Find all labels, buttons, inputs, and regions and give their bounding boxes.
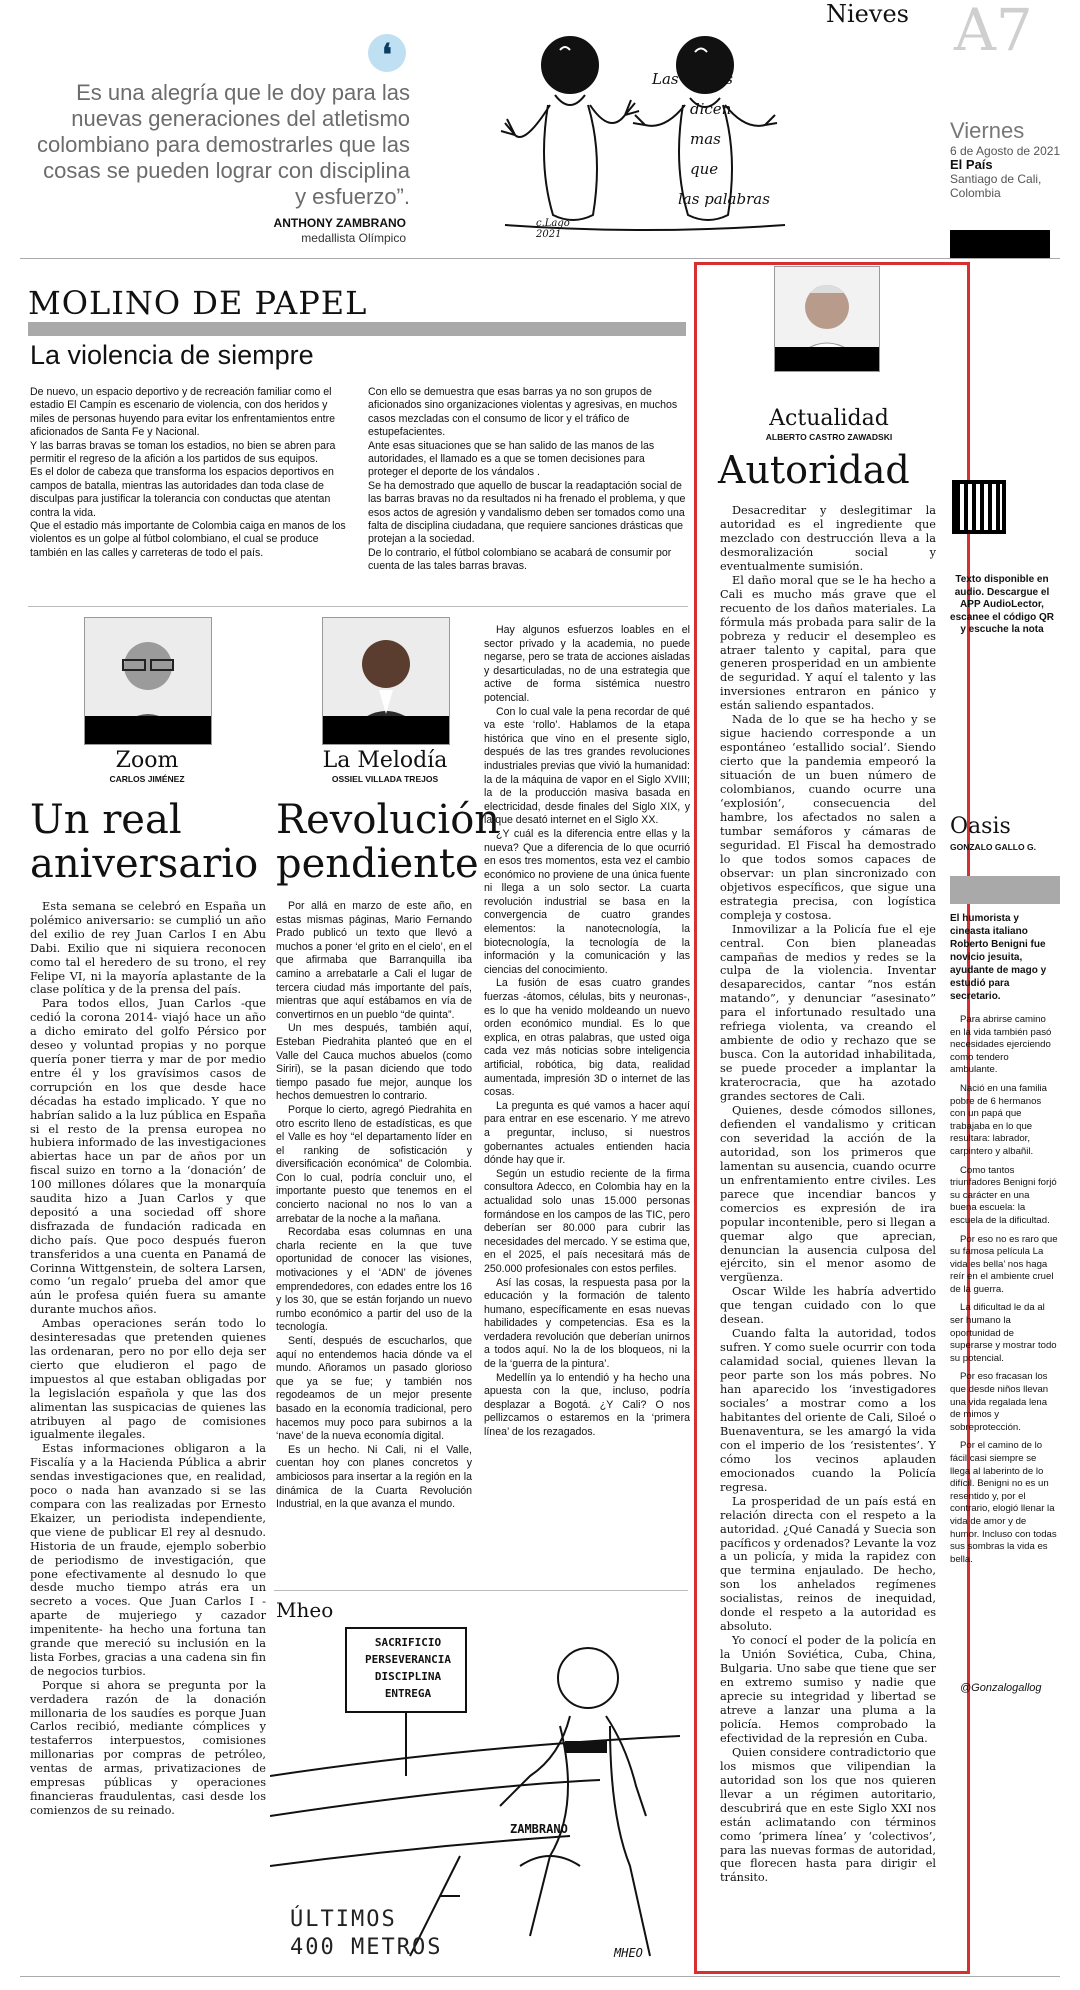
molino-subtitle: La violencia de siempre [30,340,314,370]
paragraph: Nada de lo que se ha hecho y se sigue haciendo corresponde a un espontáneo ‘estallido social’. Siendo cierto que la pandemia empeoró la situación de un buen número de colombianos, cuando ocurre una ‘explosión’, consecuencia del hambre, los afectados no salen a tumbar semáforos y cámaras de seguridad. El Fiscal ha demostrado lo que todos somos capaces de observar: un plan sincronizado con objetivos específicos, que sigue una estrategia precisa, con logística compleja y costosa. [720,713,936,922]
audio-note: Texto disponible en audio. Descargue el APP AudioLector, escanee el código QR y escuche la nota [950,574,1054,635]
quote-author: ANTHONY ZAMBRANO [273,216,406,230]
cartoon-caption [652,64,770,214]
paragraph: Sentí, después de escucharlos, que aquí no entendemos hacia dónde va el mundo. Añoramos un pasado glorioso que ya se fue; y también nos regodeamos de un mejor presente basado en la economía tradicional, pero hacemos muy poco para subirnos a la ‘nave’ de la nueva economía digital. [276,1335,472,1443]
quote-icon: ❛ [368,34,406,72]
paragraph: Como tantos triunfadores Benigni forjó su carácter en una buena escuela: la escuela de la dificultad. [950,1164,1057,1226]
oasis-lead: El humorista y cineasta italiano Roberto Benigni fue novicio jesuita, ayudante de mago y estudió para secretario. [950,913,1047,1002]
paper-name: El País [950,157,993,172]
paragraph: Medellín ya lo entendió y ha hecho una apuesta con la que, incluso, podría desplazar a Bogotá. ¿Y Cali? O nos pellizcamos o estaremos en la ‘primera línea’ de los rezagados. [484,1371,690,1439]
paragraph: Es un hecho. Ni Cali, ni el Valle, cuentan hoy con planes concretos y ambiciosos para insertar a la región en la dinámica de la Cuarta Revolución Industrial, en la que avanza el mundo. [276,1443,472,1511]
runner-label: ZAMBRANO [510,1822,568,1836]
footer-rule [20,1976,1060,1977]
header-rule [20,258,1060,259]
paragraph: Hay algunos esfuerzos loables en el sector privado y la academia, no puede negarse, pero se trata de acciones aisladas y desarticuladas, no de una estrategia que active de forma sistémica nuestro potencial. [484,624,690,704]
column-author-melodia: OSSIEL VILLADA TREJOS [331,774,439,784]
sign-line: SACRIFICIO [374,1636,442,1649]
paragraph: Para todos ellos, Juan Carlos -que cedió la corona 2014- viajó hace un año a dicho emirato del golfo Pérsico por deseo y voluntad propias y no porque quería poner tierra y mar de por medio entre él y los gravísimos casos de corrupción en los que desde hace décadas ha estado implicado. Y que no habrían salido a la luz pública en España si el resto de la prensa europea no hubiera informado de las investigaciones abiertas hace un par de años por un fiscal suizo en torno a la ‘donación’ de 100 millones dólares que la monarquía saudita hizo a Juan Carlos y que depositó a una sociedad off shore disfrazada de fundación radicada en dicho país. Que poco después fueron transferidos a una cuenta en Panamá de Corinna Wittgenstein, de soltera Larsen, como ‘un regalo’ prueba del amor que aún le profesa quién fuera su amante durante muchos años. [30,997,266,1317]
column-name-zoom: Zoom [115,748,179,773]
paragraph: Por eso fracasan los que desde niños llevan una vida regalada lena de mimos y sobreprotección. [950,1371,1049,1433]
headline-actualidad: Autoridad [718,448,910,492]
mheo-signature: MHEO [614,1946,643,1960]
paragraph: Oscar Wilde les habría advertido que tengan cuidado con lo que desean. [720,1285,936,1327]
article-body-melodia-col2 [484,624,690,1440]
featured-quote: Es una alegría que le doy para las nuevas generaciones del atletismo colombiano para demostrarles que las cosas se pueden lograr con disciplina y esfuerzo”. [37,80,410,209]
paragraph: Ambas operaciones serán todo lo desinteresadas que pretenden quienes las ordenaran, pero no por ello deja ser cierto que eludieron el pago de impuestos al que estaban obligadas por la legislación española y que las dos alimentan las suspicacias de quienes las atribuyen al pago de comisiones igualmente ilegales. [30,1317,266,1442]
column-author-oasis: GONZALO GALLO G. [950,842,1036,852]
molino-text-col2: Con ello se demuestra que esas barras ya no son grupos de aficionados sino organizaciones violentas y agresivas, en muchos casos mezcladas con el consumo de licor y el tráfico de estupefacientes. Ante esas situaciones que se han salido de las manos de las autoridades, el llamado es a que se tomen decisiones para proteger el deporte de los vándalos . Se ha demostrado que aquello de buscar la readaptación social de las barras bravas no da resultados ni ha frenado el problema, y que esos actos de agresión y vandalismo deben ser tomados como una falta de disciplina ciudadana, que requiere sanciones drásticas que protejan a la sociedad. De lo contrario, el fútbol colombiano se acabará de consumir por cuenta de las tales barras bravas. [368,386,686,573]
paragraph: Según un estudio reciente de la firma consultora Adecco, en Colombia hay en la actualidad solo unas 15.000 personas formándose en los campos de las TIC, pero deberían ser 80.000 para cubrir las necesidades del mercado. Y se estima que, en el 2025, el país necesitará más de 250.000 profesionales con estos perfiles. [484,1167,690,1275]
caption-line: ÚLTIMOS [290,1907,397,1932]
paragraph: Quienes, desde cómodos sillones, defienden el vandalismo y critican con severidad la acción de la autoridad, son los primeros que lamentan su ausencia, cuando ocurre un enfrentamiento entre civiles. Les parece que incendiar bancos y comercios es expresión de ira popular incontenible, pero si llegan a quemar algo que aprecian, denuncian la ausencia culposa del ejército, sin el menor asomo de vergüenza. [720,1103,936,1285]
date-text: 6 de Agosto de 2021 [950,144,1061,158]
paragraph: Por eso no es raro que su famosa película La vida es bella’ nos haga reír en el ambiente cruel de la guerra. [950,1233,1058,1295]
sign-line: PERSEVERANCIA [364,1653,452,1666]
column-author-zoom: CARLOS JIMÉNEZ [109,774,185,784]
headline-melodia: Revolución pendiente [276,797,501,887]
paragraph: Así las cosas, la respuesta pasa por la educación y la formación de talento humano, específicamente en esas nuevas habilidades y competencias. Esa es la verdadera revolución que deberían unirnos a todos aquí. No la de los bloqueos, ni la de la ‘guerra de la pintura’. [484,1276,690,1371]
column-author-actualidad: ALBERTO CASTRO ZAWADSKI [765,432,893,442]
date-info [950,144,1070,200]
oasis-body [950,1014,1058,1572]
quote-author-role: medallista Olímpico [301,231,406,245]
cartoon-caption-line: dicen [690,100,732,118]
molino-text-col1: De nuevo, un espacio deportivo y de recreación familiar como el estadio El Campín es escenario de violencia, con dos heridos y miles de personas huyendo para evitar los enfrentamientos entre aficionados de Santa Fe y Nacional. Y las barras bravas se toman los estadios, no bien se abren para permitir el regreso de la afición a los partidos de sus equipos. Es el dolor de cabeza que transforma los espacios deportivos en campos de batalla, mientras las autoridades dan toda clase de disculpas para justificar la tolerancia con conductas que atentan contra la vida. Que el estadio más importante de Colombia caiga en manos de los violentos es un golpe al fútbol colombiano, el cual se produce también en las calles y carreteras de todo el país. [30,386,346,559]
section-name: Nieves [826,0,909,28]
article-body-zoom [30,900,266,1818]
paragraph: Para abrirse camino en la vida también pasó necesidades ejerciendo como tendero ambulante. [950,1014,1052,1076]
column-name-melodia: La Melodía [322,748,448,773]
highlight-box [694,262,970,1974]
oasis-grey-bar [950,876,1060,904]
paragraph: Nació en una familia pobre de 6 hermanos con un papá que trabajaba en lo que resultara: labrador, carpintero y albañil. [950,1082,1047,1157]
paragraph: Desacreditar y deslegitimar la autoridad es el ingrediente que mezclado con destrucción lleva a la desmoralización social y eventualmente sumisión. [720,504,936,573]
molino-grey-bar [28,322,686,336]
cartoon-caption-line: las palabras [678,190,770,208]
paragraph: La dificultad le da al ser humano la oportunidad de superarse y mostrar todo su potencial. [950,1302,1057,1364]
headline-zoom: Un real aniversario [30,797,259,887]
article-body-melodia-col1 [276,900,472,1512]
cartoon-caption-line: que [690,160,719,178]
paragraph: El daño moral que se le ha hecho a Cali es mucho más grave que el recuento de los daños materiales. La fórmula más probada para salir de la pobreza y reducir el desempleo es atraer talento y capital, para que generen prosperidad en un ambiente de seguridad. Y aquí el talento y las inversiones entraron en pánico y están saliendo espantados. [720,573,936,713]
paragraph: La fusión de esas cuatro grandes fuerzas -átomos, células, bits y neuronas-, es lo que ha venido moldeando un nuevo orden económico mundial. Es lo que explica, en otras palabras, que usted oiga cada vez más noticias sobre inteligencia artificial, robótica, big data, realidad aumentada, impresión 3D o internet de las cosas. [484,977,690,1099]
paragraph: La prosperidad de un país está en relación directa con el respeto a la autoridad. ¿Qué Canadá y Suecia son pacíficos y ordenados? Levante la voz a un policía, y mida la rapidez con que termina enjaulado. De hecho, son los anhelados regímenes socialistas, reinos de inequidad, donde el respeto a la autoridad es absoluto. [720,1494,937,1634]
author-photo-zoom [84,617,212,745]
author-photo-melodia [322,617,450,745]
paragraph: Porque lo cierto, agregó Piedrahita en otro escrito lleno de estadísticas, es que el Valle es hoy “el departamento líder en el ranking de sofisticación y diversificación económica” de Colombia. Con lo cual, podría concluir uno, el importante puesto que tenemos en el concierto nacional no nos lo van a arrebatar de la noche a la mañana. [276,1103,472,1225]
cartoon-signature: c.Lago 2021 [536,218,570,240]
column-name-oasis: Oasis [950,814,1011,839]
mheo-cartoon [270,1626,680,1972]
mheo-title: Mheo [276,1598,334,1622]
paragraph: Inmovilizar a la Policía fue el eje central. Con bien planeadas campañas de medios y redes se la culpa de la violencia. Inventar desaparecidos, cantar “nos están matando”, y denunciar “asesinato” para el infortunado resultado una refriega violenta, va creando el ambiente de odio y rechazo que se busca. Con la autoridad inhabilitada, se puede proceder a implantar la kraterocracia, que ha azotado grandes sectores de Cali. [720,922,936,1104]
paragraph: La pregunta es qué vamos a hacer aquí para entrar en ese escenario. Y me atrevo a preguntar, incluso, si nuestros gobernantes actuales entienden hacia dónde hay que ir. [484,1099,690,1167]
paragraph: ¿Y cuál es la diferencia entre ellas y la nueva? Que a diferencia de lo que ocurrió en esos tres momentos, esta vez el cambio económico no proviene de una única fuente ni llega a un solo sector. La cuarta revolución industrial se basa en la convergencia de cuatro grandes elementos: la nanotecnología, la biotecnología, la tecnología de la información y la comunicación y las ciencias del conocimiento. [484,827,690,976]
paragraph: Estas informaciones obligaron a la Fiscalía y a la Hacienda Pública a abrir sendas investigaciones que, en realidad, poco o nada han avanzado si se las compara con las realizadas por Ernesto Ekaizer, un periodista independiente, que viene de publicar El rey al desnudo. Historia de un fraude, ejemplo soberbio de periodismo de investigación, que pone efectivamente al desnudo lo que desde mucho tiempo atrás era un secreto a voces. Que Juan Carlos I -aparte de mujeriego y cazador impenitente- ha hecho una fortuna tan grande que mereció su inclusión en la lista Forbes, gracias a una cadena sin fin de negocios turbios. [30,1442,266,1678]
column-name-actualidad: Actualidad [769,406,889,431]
cartoon-caption-line: mas [690,130,721,148]
paragraph: Con lo cual vale la pena recordar de qué va este ‘rollo’. Hablamos de la etapa histórica que vino en el presente siglo, después de las tres grandes revoluciones industriales previas que vivió la humanidad: la de la máquina de vapor en el Siglo XVIII; la de la producción masiva basada en electricidad, desde finales del Siglo XIX, y la que desató internet en el Siglo XX. [484,705,690,827]
molino-title: MOLINO DE PAPEL [28,284,368,322]
city-text: Santiago de Cali, Colombia [950,172,1042,200]
mheo-sign [358,1634,458,1702]
paragraph: Porque si ahora se pregunta por la verdadera razón de la donación millonaria de los saudíes es porque Juan Carlos recibió, mediante cómplices y testaferros interpuestos, comisiones millonarias por compras de petróleo, ventas de armas, privatizaciones de empresas públicas y operaciones financieras fraudulentas, casi desde los comienzos de su reinado. [30,1678,266,1817]
mheo-divider [274,1590,688,1591]
page-number: A7 [954,0,1033,64]
caption-line: 400 METROS [290,1935,443,1960]
paragraph: Yo conocí el poder de la policía en la Unión Soviética, Cuba, China, Bulgaria. Uno sabe que tiene que ser en extremo sumiso y nadie que aprecie su integridad y libertad se atreve a lanzar una pluma a la policía. Hemos comprobado la efectividad de la represión en Cuba. [720,1634,936,1745]
paragraph: Recordaba esas columnas en una charla reciente en la que tuve oportunidad de conocer las visiones, motivaciones y el ‘ADN’ de jóvenes emprendedores, con edades entre los 16 y los 30, que se están forjando un nuevo rumbo económico a partir del uso de la tecnología. [276,1226,472,1334]
paragraph: Un mes después, también aquí, Esteban Piedrahita planteó que en el Valle del Cauca muchos abuelos (como Siriri), se la pasan diciendo que todo tiempo pasado fue mejor, aunque los hechos demuestren lo contrario. [276,1022,472,1103]
paragraph: Cuando falta la autoridad, todos sufren. Y como suele ocurrir con toda calamidad social, quienes llevan la peor parte son los más pobres. No han aparecido los ‘investigadores sociales’ a mostrar como a los habitantes del oriente de Cali, Siloé o Buenaventura, se les amargó la vida con el imperio de los ‘resistentes’. Y cómo los vecinos aplauden emocionados cuando la Policía regresa. [720,1327,936,1494]
paragraph: Quien considere contradictorio que los mismos que vilipendian la autoridad son los que nos quieren llevar a un régimen autoritario, descubrirá que en este Siglo XXI nos están aclimatando con términos como ‘primera línea’ y ‘colectivos’, para las nuevas formas de autoridad, que florecen hasta para dirigir el tránsito. [720,1745,936,1885]
date-day: Viernes [950,118,1025,143]
mheo-caption [290,1906,442,1962]
cartoon-caption-line: Las manos [652,70,733,88]
sign-line: DISCIPLINA [374,1670,442,1683]
paragraph: Por allá en marzo de este año, en estas mismas páginas, Mario Fernando Prado publicó un texto que llevó a muchos a poner ‘el grito en el cielo’, en el que afirmaba que Barranquilla iba camino a arrebatarle a Cali el lugar de tercera ciudad más importante del país, mientras que aquí estábamos en vía de convertirnos en un pueblo “de quinta”. [276,900,472,1021]
oasis-handle[interactable]: @Gonzalogallog [960,1682,1042,1694]
sign-line: ENTREGA [384,1687,432,1700]
header-black-bar [950,230,1050,258]
paragraph: Por el camino de lo fácil casi siempre se llega al laberinto de lo difícil. Benigni no es un resentido y, por el contrario, elogió llenar la vida de amor y de humor. Incluso con todas sus sombras la vida es bella. [950,1440,1057,1565]
paragraph: Esta semana se celebró en España un polémico aniversario: se cumplió un año del exilio de rey Juan Carlos I en Abu Dabi. Exilio que ni siquiera reconocen como tal el heredero de su trono, el rey Felipe VI, ni la mayoría aplastante de la clase política y de la prensa del país. [30,900,266,997]
qr-code-icon[interactable] [952,480,1006,534]
molino-divider [28,606,688,607]
